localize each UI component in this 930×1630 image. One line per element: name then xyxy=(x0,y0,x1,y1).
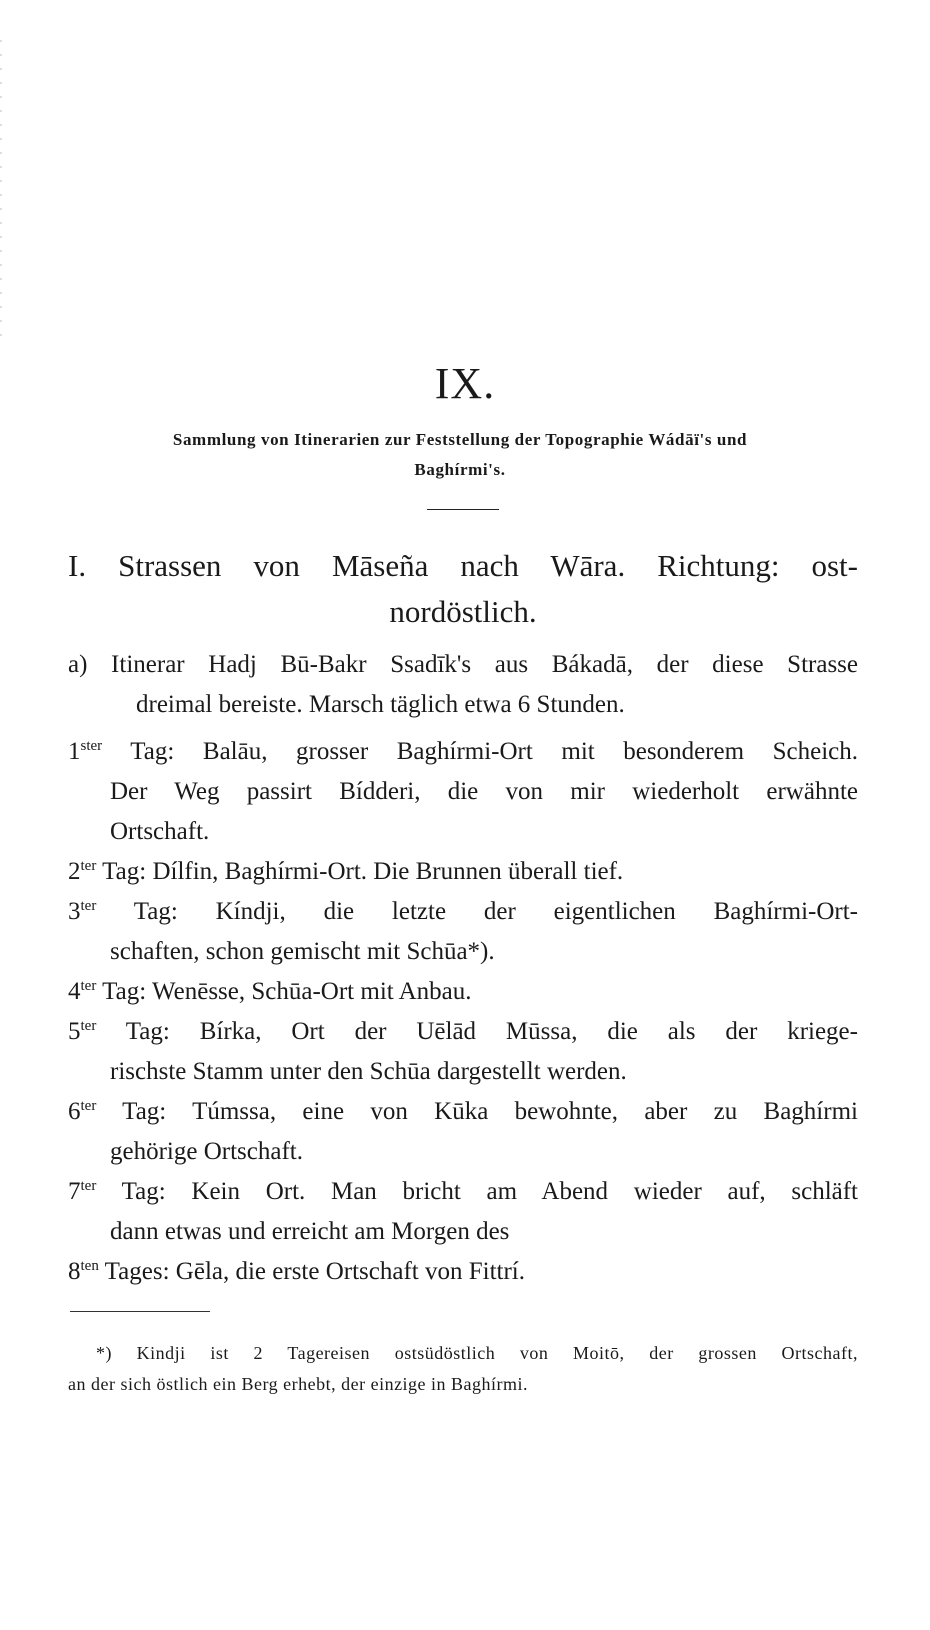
day-continuation: dann etwas und erreicht am Morgen des xyxy=(110,1218,510,1245)
day-entry xyxy=(68,852,858,892)
day-ordinal-suffix: ter xyxy=(80,858,97,874)
scan-edge-speckle xyxy=(0,40,2,340)
day-label: Tag: xyxy=(125,1018,170,1045)
day-text: Kíndji, die letzte der eigentlichen Baghírmi-Ort- xyxy=(215,898,858,925)
day-ordinal-suffix: ter xyxy=(80,898,97,914)
day-entry xyxy=(68,1092,858,1132)
itinerar-line-2: dreimal bereiste. Marsch täglich etwa 6 Stunden. xyxy=(136,691,625,718)
day-ordinal-suffix: ter xyxy=(80,1178,97,1194)
day-continuation: schaften, schon gemischt mit Schūa*). xyxy=(110,938,495,965)
day-text: Túmssa, eine von Kūka bewohnte, aber zu Baghírmi xyxy=(192,1098,858,1125)
day-text: Wenēsse, Schūa-Ort mit Anbau. xyxy=(152,978,472,1005)
day-number: 5 xyxy=(68,1018,81,1045)
day-entry xyxy=(68,1172,858,1212)
itinerar-intro xyxy=(68,645,858,725)
day-entry xyxy=(68,972,858,1012)
day-text: Balāu, grosser Baghírmi-Ort mit besonderem Scheich. xyxy=(202,738,858,765)
day-ordinal-suffix: ter xyxy=(80,1098,97,1114)
day-label: Tag: xyxy=(121,1178,166,1205)
day-continuation: gehörige Ortschaft. xyxy=(110,1138,303,1165)
day-label: Tag: xyxy=(102,858,147,885)
footnote-line-1: *) Kindji ist 2 Tagereisen ostsüdöstlich von Moitō, der grossen Ortschaft, xyxy=(96,1343,858,1363)
day-continuation: rischste Stamm unter den Schūa dargestellt werden. xyxy=(110,1058,627,1085)
title-divider xyxy=(427,509,499,510)
footnote xyxy=(68,1338,858,1400)
day-entry xyxy=(68,1012,858,1052)
day-number: 4 xyxy=(68,978,81,1005)
day-number: 2 xyxy=(68,858,81,885)
day-text: Bírka, Ort der Uēlād Mūssa, die als der kriege- xyxy=(199,1018,858,1045)
footnote-divider xyxy=(70,1311,210,1312)
day-entry xyxy=(68,732,858,772)
day-text: Kein Ort. Man bricht am Abend wieder auf, schläft xyxy=(191,1178,858,1205)
footnote-line-2: an der sich östlich ein Berg erhebt, der einzige in Baghírmi. xyxy=(68,1374,529,1394)
section-heading-line-2: nordöstlich. xyxy=(389,594,537,629)
day-label: Tag: xyxy=(122,1098,167,1125)
day-number: 3 xyxy=(68,898,81,925)
day-number: 8 xyxy=(68,1258,81,1285)
day-number: 6 xyxy=(68,1098,81,1125)
day-continuation: Der Weg passirt Bídderi, die von mir wiederholt erwähnte xyxy=(110,778,858,805)
day-ordinal-suffix: ter xyxy=(80,978,97,994)
section-heading xyxy=(68,543,858,635)
day-text: Gēla, die erste Ortschaft von Fittrí. xyxy=(175,1258,526,1285)
day-number: 1 xyxy=(68,738,81,765)
day-entry xyxy=(68,1252,858,1292)
day-entry xyxy=(68,892,858,932)
day-continuation: Ortschaft. xyxy=(110,818,210,845)
subtitle-line-1: Sammlung von Itinerarien zur Feststellung der Topographie Wádāï's und xyxy=(172,430,748,449)
day-ordinal-suffix: ster xyxy=(80,738,103,754)
day-ordinal-suffix: ten xyxy=(80,1258,99,1274)
day-label: Tages: xyxy=(104,1258,170,1285)
day-number: 7 xyxy=(68,1178,81,1205)
itinerar-line-1: a) Itinerar Hadj Bū-Bakr Ssadīk's aus Bákadā, der diese Strasse xyxy=(68,651,858,678)
day-ordinal-suffix: ter xyxy=(80,1018,97,1034)
chapter-subtitle xyxy=(90,425,830,485)
section-heading-line-1: I. Strassen von Māseña nach Wāra. Richtung: ost- xyxy=(68,548,858,583)
day-label: Tag: xyxy=(102,978,147,1005)
subtitle-line-2: Baghírmi's. xyxy=(414,460,506,479)
day-label: Tag: xyxy=(133,898,178,925)
chapter-number: IX. xyxy=(434,359,496,408)
day-list xyxy=(68,732,858,1292)
day-text: Dílfin, Baghírmi-Ort. Die Brunnen überall tief. xyxy=(152,858,624,885)
day-label: Tag: xyxy=(130,738,175,765)
